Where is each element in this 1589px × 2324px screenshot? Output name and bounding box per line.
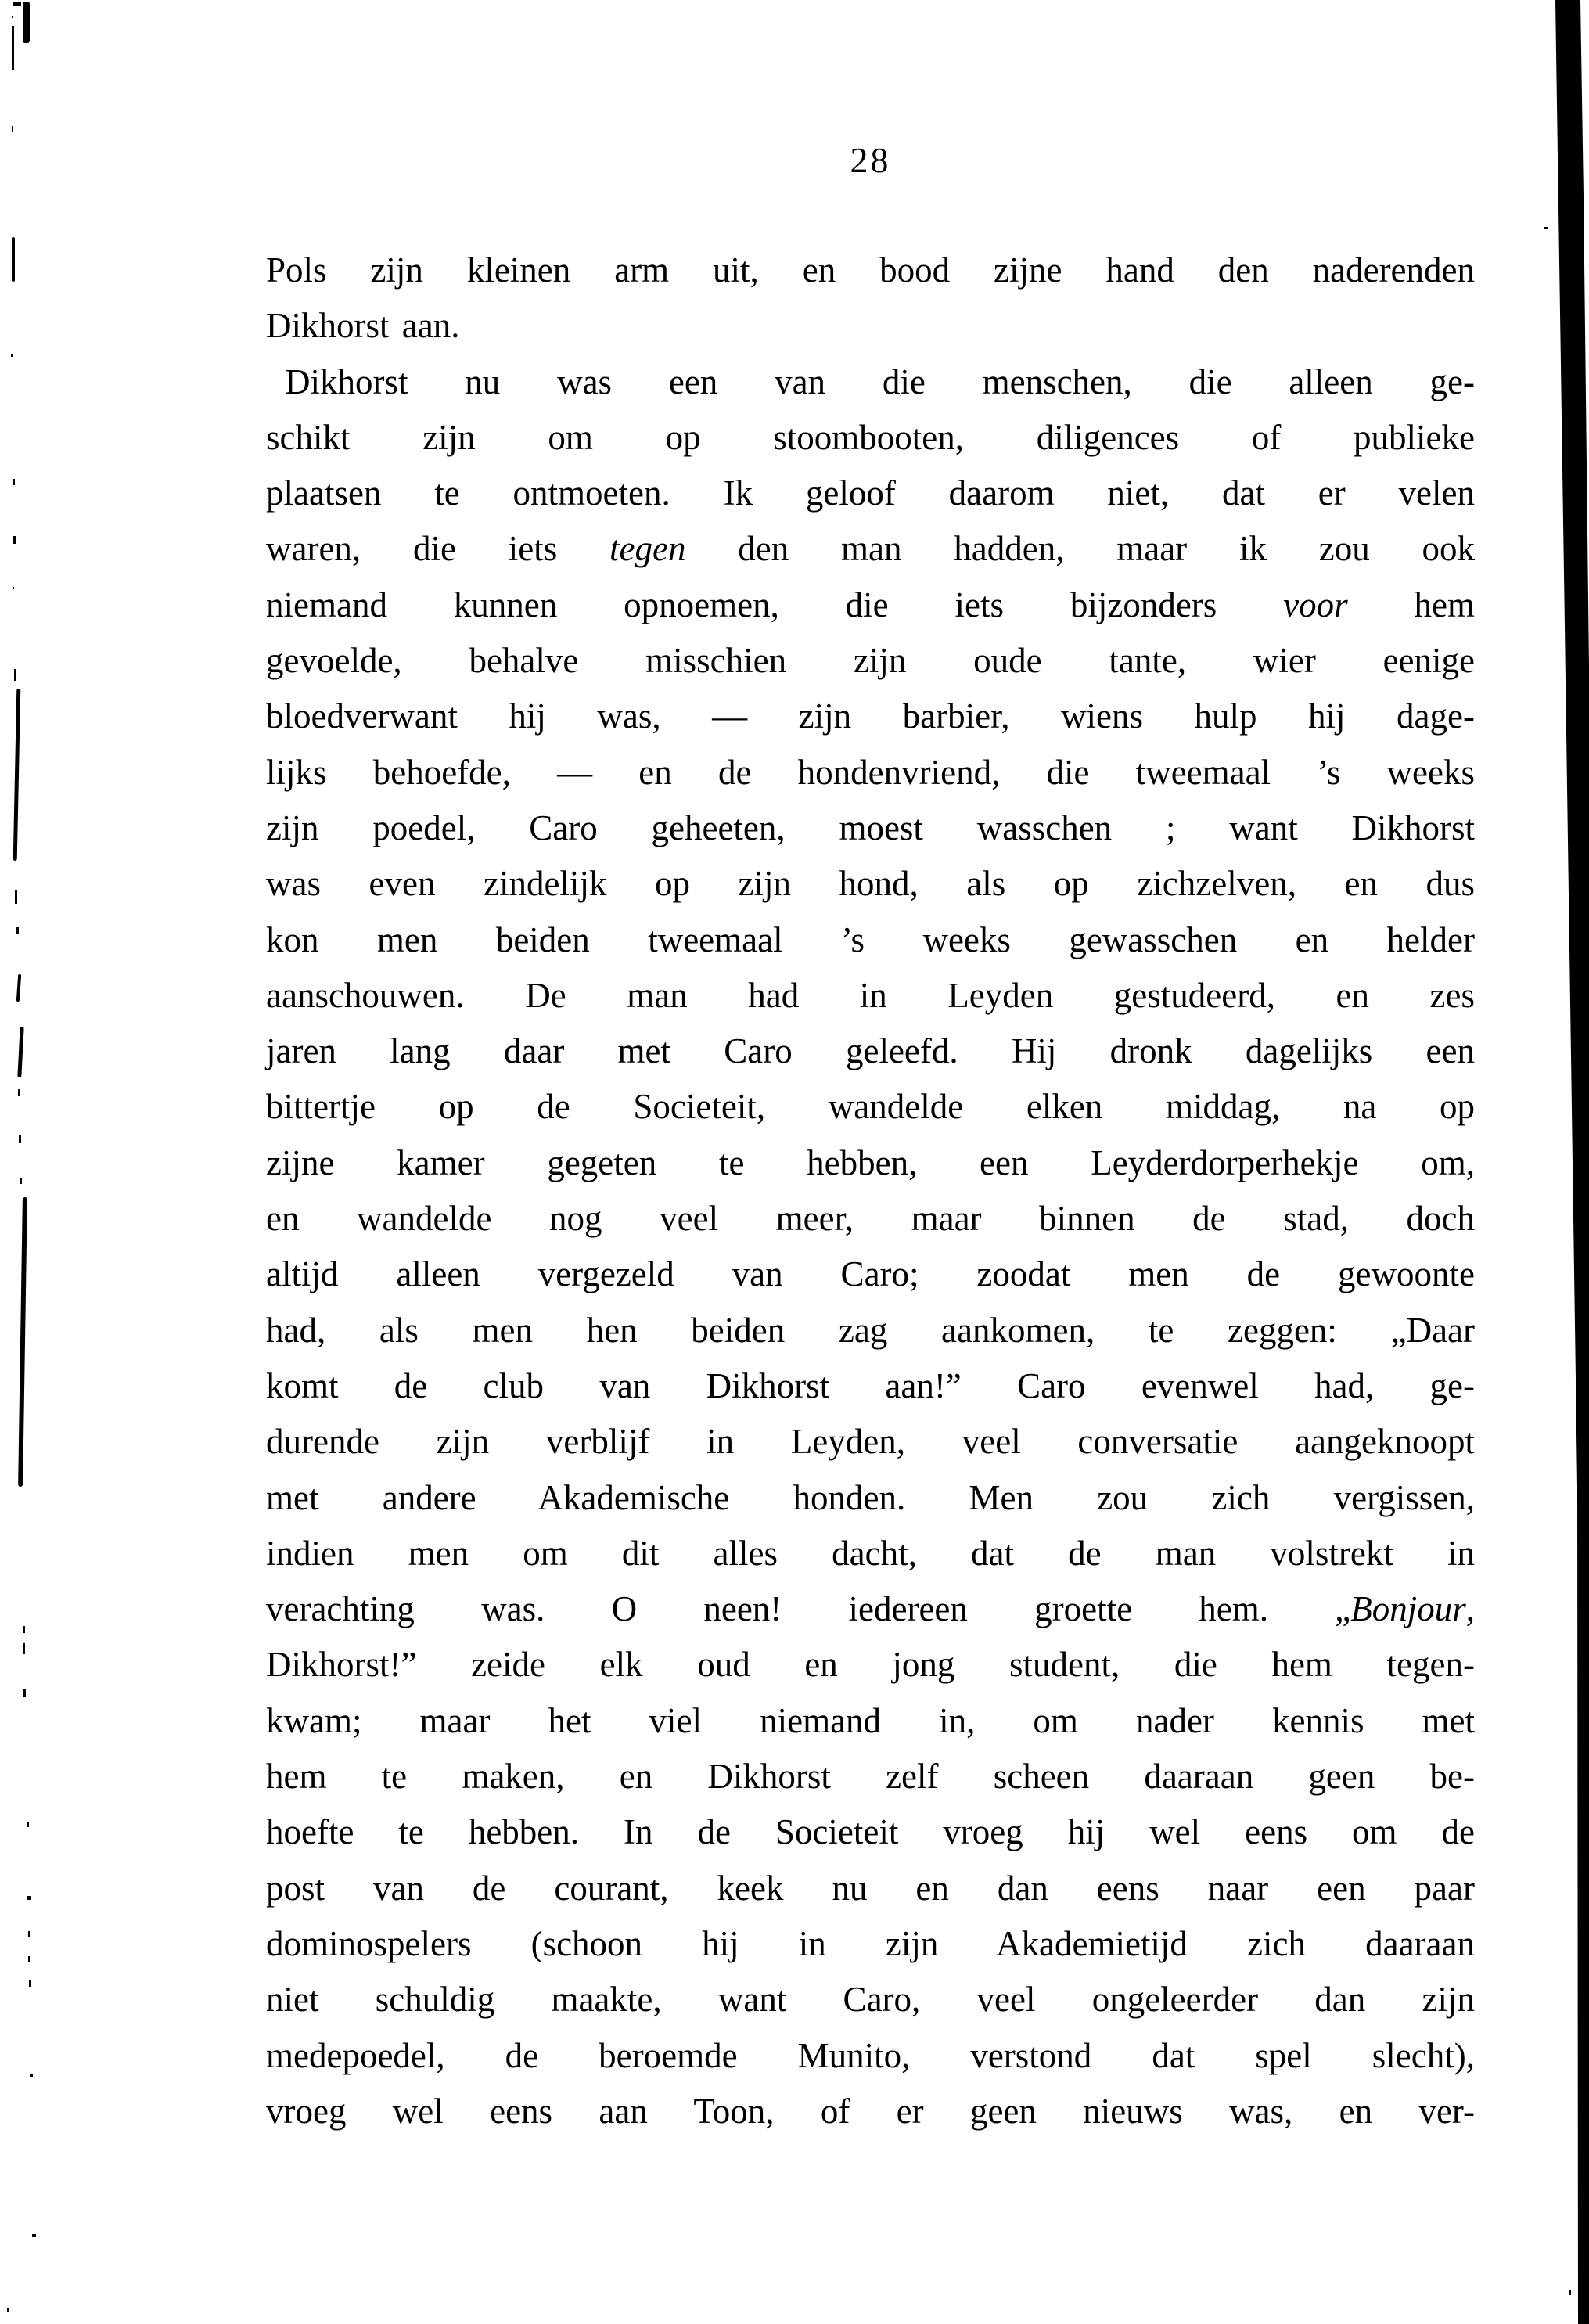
scan-artifact (23, 1626, 25, 1633)
scan-artifact (28, 1931, 30, 1937)
text-line (266, 633, 1475, 689)
text-segment: kon men beiden tweemaal ’s weeks gewasschen en helder (266, 919, 1475, 959)
text-segment: hoefte te hebben. In de Societeit vroeg hij wel eens om de (266, 1812, 1475, 1852)
text-segment: waren, die iets (266, 529, 609, 569)
text-block (266, 243, 1475, 2139)
text-line (266, 1247, 1475, 1302)
text-segment: Dikhorst nu was een van die menschen, die alleen ge- (285, 362, 1475, 401)
text-line (266, 1303, 1475, 1358)
text-segment: was even zindelijk op zijn hond, als op zichzelven, en dus (266, 864, 1475, 904)
text-segment: jaren lang daar met Caro geleefd. Hij dronk dagelijks een (266, 1031, 1475, 1071)
text-line (266, 410, 1475, 466)
text-segment: schikt zijn om op stoombooten, diligences of publieke (266, 417, 1475, 457)
text-segment: den man hadden, maar ik zou ook (685, 529, 1475, 569)
text-line (266, 1414, 1475, 1470)
scan-artifact (15, 890, 17, 904)
text-segment: kwam; maar het viel niemand in, om nader kennis met (266, 1700, 1475, 1740)
italic-text: voor (1283, 585, 1348, 624)
text-line (266, 689, 1475, 744)
text-segment: Dikhorst!” zeide elk oud en jong student, die hem tegen- (266, 1645, 1475, 1685)
scan-artifact (13, 479, 15, 485)
scan-artifact (29, 1980, 31, 1987)
text-line (266, 2084, 1475, 2139)
text-segment: , (1465, 1589, 1475, 1629)
text-segment: met andere Akademische honden. Men zou zich vergissen, (266, 1477, 1475, 1517)
italic-text: tegen (609, 529, 686, 569)
text-line (266, 243, 1475, 298)
text-segment: Dikhorst aan. (266, 306, 460, 346)
text-segment: aanschouwen. De man had in Leyden gestudeerd, en zes (266, 975, 1475, 1015)
text-line (266, 1526, 1475, 1581)
scan-artifact (30, 2074, 33, 2077)
scan-artifact (7, 2308, 9, 2312)
text-line (266, 1191, 1475, 1247)
scan-artifact (32, 2234, 36, 2237)
scan-artifact (18, 1197, 27, 1487)
text-line (266, 800, 1475, 856)
scan-artifact (16, 974, 21, 1002)
text-segment: medepoedel, de beroemde Munito, verstond dat spel slecht), (266, 2035, 1475, 2075)
scan-artifact (17, 1027, 23, 1077)
scan-artifact (23, 1643, 25, 1654)
scan-artifact (13, 587, 14, 589)
text-line (266, 466, 1475, 521)
gutter-shadow (1533, 0, 1589, 2324)
text-segment: Pols zijn kleinen arm uit, en bood zijne hand den naderenden (266, 250, 1475, 290)
scan-artifact (12, 126, 13, 132)
text-line (266, 1358, 1475, 1414)
text-line (266, 354, 1475, 410)
text-line (266, 1470, 1475, 1526)
text-line (266, 1023, 1475, 1079)
text-line (266, 968, 1475, 1023)
text-line (266, 1637, 1475, 1693)
scan-artifact (13, 2, 21, 6)
text-segment: bittertje op de Societeit, wandelde elken middag, na op (266, 1087, 1475, 1127)
text-line (266, 577, 1475, 633)
text-line (266, 1916, 1475, 1972)
text-line (266, 2028, 1475, 2084)
text-segment: komt de club van Dikhorst aan!” Caro evenwel had, ge- (266, 1365, 1475, 1405)
scan-artifact (19, 1135, 21, 1143)
text-segment: en wandelde nog veel meer, maar binnen de stad, doch (266, 1199, 1475, 1239)
scan-artifact (12, 26, 14, 70)
text-segment: vroeg wel eens aan Toon, of er geen nieuws was, en ver- (266, 2091, 1475, 2131)
text-segment: dominospelers (schoon hij in zijn Akademietijd zich daaraan (266, 1923, 1475, 1963)
scan-artifact (18, 1089, 20, 1096)
text-segment: durende zijn verblijf in Leyden, veel conversatie aangeknoopt (266, 1422, 1475, 1462)
scan-artifact (13, 689, 21, 861)
scan-artifact (16, 927, 19, 934)
scan-artifact (1544, 227, 1548, 229)
text-line (266, 1135, 1475, 1191)
text-line (266, 1804, 1475, 1860)
text-line (266, 912, 1475, 968)
text-line (266, 1972, 1475, 2027)
text-segment: post van de courant, keek nu en dan eens naar een paar (266, 1868, 1475, 1908)
text-line (266, 1749, 1475, 1804)
text-line (266, 521, 1475, 577)
text-segment: plaatsen te ontmoeten. Ik geloof daarom niet, dat er velen (266, 473, 1475, 513)
text-segment: niemand kunnen opnoemen, die iets bijzonders (266, 585, 1284, 624)
page-number: 28 (850, 140, 891, 180)
text-segment: hem (1347, 585, 1475, 624)
text-segment: lijks behoefde, — en de hondenvriend, die tweemaal ’s weeks (266, 752, 1475, 792)
text-line (266, 298, 1475, 354)
text-segment: had, als men hen beiden zag aankomen, te zeggen: „Daar (266, 1310, 1475, 1350)
scan-artifact (20, 1178, 22, 1184)
scan-artifact (27, 1896, 31, 1900)
scan-artifact (23, 1689, 26, 1697)
italic-text: Bonjour (1350, 1589, 1466, 1629)
text-line (266, 1581, 1475, 1637)
text-segment: verachting was. O neen! iedereen groette hem. „ (266, 1589, 1351, 1629)
text-segment: zijne kamer gegeten te hebben, een Leyderdorperhekje om, (266, 1142, 1475, 1182)
scan-artifact (14, 669, 16, 681)
scan-artifact (12, 237, 15, 282)
scan-artifact (1569, 2290, 1571, 2295)
text-line (266, 1861, 1475, 1916)
text-line (266, 1693, 1475, 1749)
text-line (266, 745, 1475, 800)
scan-artifact (11, 354, 13, 357)
text-line (266, 1079, 1475, 1135)
scan-artifact (12, 16, 13, 18)
text-segment: gevoelde, behalve misschien zijn oude tante, wier eenige (266, 641, 1475, 681)
text-segment: indien men om dit alles dacht, dat de man volstrekt in (266, 1533, 1475, 1573)
scan-artifact (28, 1956, 30, 1962)
scan-artifact (23, 2, 30, 43)
text-segment: zijn poedel, Caro geheeten, moest wasschen ; want Dikhorst (266, 808, 1475, 847)
scan-artifact (27, 1822, 29, 1827)
scan-artifact (13, 536, 16, 544)
text-segment: altijd alleen vergezeld van Caro; zoodat men de gewoonte (266, 1254, 1475, 1294)
text-segment: bloedverwant hij was, — zijn barbier, wiens hulp hij dage- (266, 696, 1475, 736)
text-segment: niet schuldig maakte, want Caro, veel ongeleerder dan zijn (266, 1980, 1475, 2020)
text-line (266, 856, 1475, 912)
text-segment: hem te maken, en Dikhorst zelf scheen daaraan geen be- (266, 1757, 1475, 1797)
